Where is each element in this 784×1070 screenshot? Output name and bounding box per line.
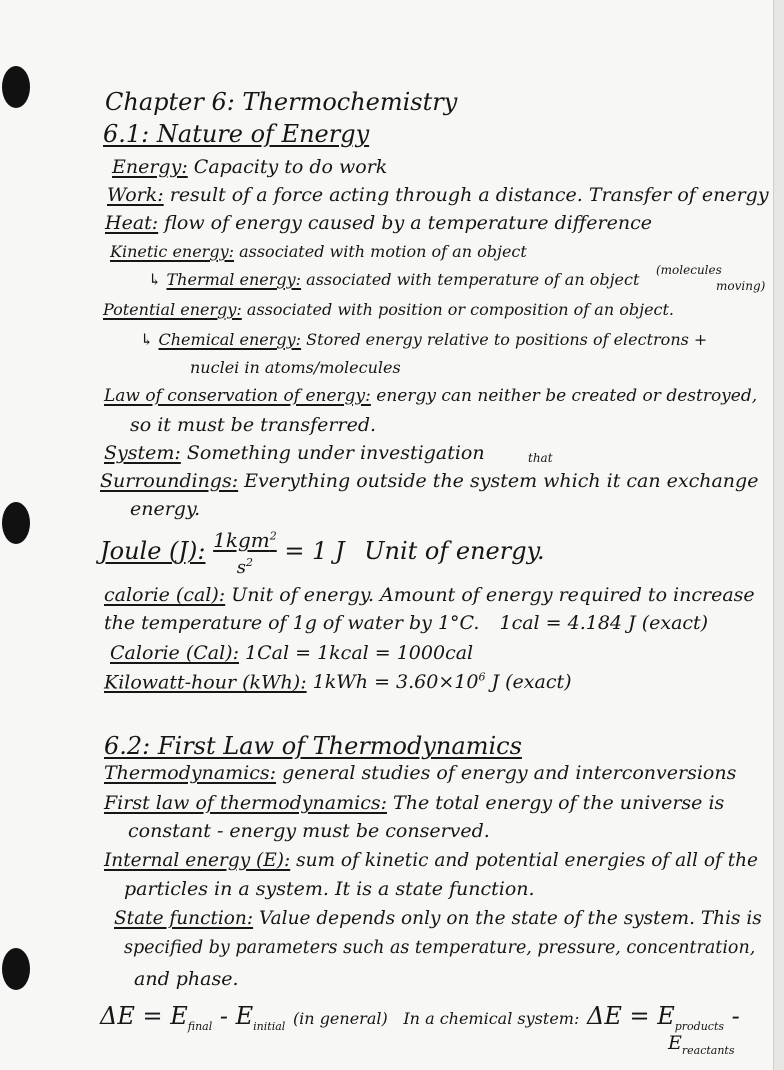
state-function-definition	[114, 910, 762, 929]
binder-hole	[2, 948, 30, 990]
state-function-line-2: specified by parameters such as temperature, pressure, concentration,	[124, 938, 756, 958]
section-6-2-heading: 6.2: First Law of Thermodynamics	[104, 732, 522, 760]
conservation-law	[104, 388, 757, 405]
definition: Capacity to do work	[193, 156, 388, 178]
term: Heat:	[105, 212, 159, 234]
thermal-note-2: moving)	[716, 279, 766, 293]
system-definition	[104, 444, 485, 463]
work-definition	[107, 186, 769, 205]
definition: 1Cal = 1kcal = 1000cal	[245, 642, 474, 664]
definition: result of a force acting through a distance. Transfer of energy	[169, 184, 769, 206]
definition: associated with motion of an object	[239, 242, 527, 261]
numerator: 1kgm$^2$	[213, 528, 277, 552]
definition: Value depends only on the state of the system. This is	[258, 908, 762, 929]
section-6-1-heading: 6.1: Nature of Energy	[103, 120, 370, 148]
term: System:	[104, 442, 181, 464]
calorie-line-2: the temperature of 1g of water by 1°C. 1cal = 4.184 J (exact)	[104, 612, 709, 634]
state-function-line-3: and phase.	[134, 968, 239, 990]
definition: Unit of energy.	[364, 536, 545, 565]
surroundings-line-2: energy.	[130, 498, 201, 520]
term: State function:	[114, 908, 254, 929]
term: Calorie (Cal):	[110, 642, 239, 664]
kilowatt-hour-definition	[104, 672, 572, 692]
term: Kinetic energy:	[110, 242, 234, 261]
term: Internal energy (E):	[104, 850, 291, 871]
definition: Something under investigation	[186, 442, 485, 464]
heat-definition	[105, 214, 652, 233]
potential-energy-definition	[103, 302, 674, 318]
internal-energy-line-2: particles in a system. It is a state function.	[124, 878, 535, 900]
term: First law of thermodynamics:	[104, 792, 387, 814]
definition: Everything outside the system	[244, 470, 538, 492]
definition: sum of kinetic and potential energies of all of the	[296, 850, 759, 871]
chemical-energy-definition	[140, 332, 707, 348]
term: calorie (cal):	[104, 584, 226, 606]
term: Thermal energy:	[166, 270, 302, 289]
energy-definition	[112, 158, 387, 177]
definition: associated with temperature of an object	[306, 270, 640, 289]
term: Potential energy:	[103, 300, 242, 319]
kinetic-energy-definition	[110, 244, 527, 260]
term: Law of conservation of energy:	[104, 386, 371, 406]
term: Surroundings:	[100, 470, 239, 492]
binder-hole	[2, 502, 30, 544]
definition: Stored energy relative to positions of electrons +	[306, 330, 708, 349]
binder-hole	[2, 66, 30, 108]
term: Chemical energy:	[158, 330, 302, 349]
definition: energy can neither be created or destroyed,	[376, 386, 758, 406]
definition: flow of energy caused by a temperature difference	[164, 212, 652, 234]
term: Work:	[107, 184, 164, 206]
conversion: 1cal = 4.184 J (exact)	[499, 612, 709, 634]
inserted-word: that	[528, 451, 553, 465]
term: Joule (J):	[100, 536, 206, 565]
first-law-definition	[104, 794, 724, 813]
reactants-term: $E_{reactants}$	[668, 1032, 735, 1057]
first-law-line-2: constant - energy must be conserved.	[128, 820, 490, 842]
definition: Unit of energy. Amount of energy required to increase	[231, 584, 755, 606]
denominator: $s^2$	[236, 556, 254, 579]
food-calorie-definition	[110, 644, 473, 663]
thermodynamics-definition	[104, 764, 736, 783]
joule-definition	[100, 526, 545, 579]
definition: general studies of energy and interconversions	[282, 762, 737, 784]
definition: The total energy of the universe is	[393, 792, 725, 814]
arrow-icon: ↳	[148, 270, 162, 289]
definition: associated with position or composition of an object.	[246, 300, 675, 319]
equation: = 1 J	[284, 536, 345, 565]
thermal-note-1: (molecules	[656, 263, 722, 277]
term: Kilowatt-hour (kWh):	[104, 671, 307, 694]
definition-continued: which it can exchange	[543, 470, 759, 492]
chemical-energy-line-2: nuclei in atoms/molecules	[190, 358, 401, 377]
conservation-law-line-2: so it must be transferred.	[130, 414, 377, 436]
surroundings-definition	[100, 472, 758, 491]
arrow-icon: ↳	[140, 330, 154, 349]
term: Thermodynamics:	[104, 762, 277, 784]
definition: $1kWh = 3.60\times 10^6$ J (exact)	[312, 671, 572, 694]
term: Energy:	[112, 156, 188, 178]
thermal-energy-definition	[148, 272, 639, 288]
internal-energy-definition	[104, 852, 758, 871]
calorie-definition	[104, 586, 755, 605]
chapter-title: Chapter 6: Thermochemistry	[105, 88, 458, 116]
joule-fraction	[213, 526, 277, 579]
delta-e-equations: $\Delta E = E_{final} - E_{initial}$ (in general) In a chemical system: $\Delta E = E_{products}$ -	[100, 1002, 740, 1033]
page-edge	[773, 0, 784, 1070]
